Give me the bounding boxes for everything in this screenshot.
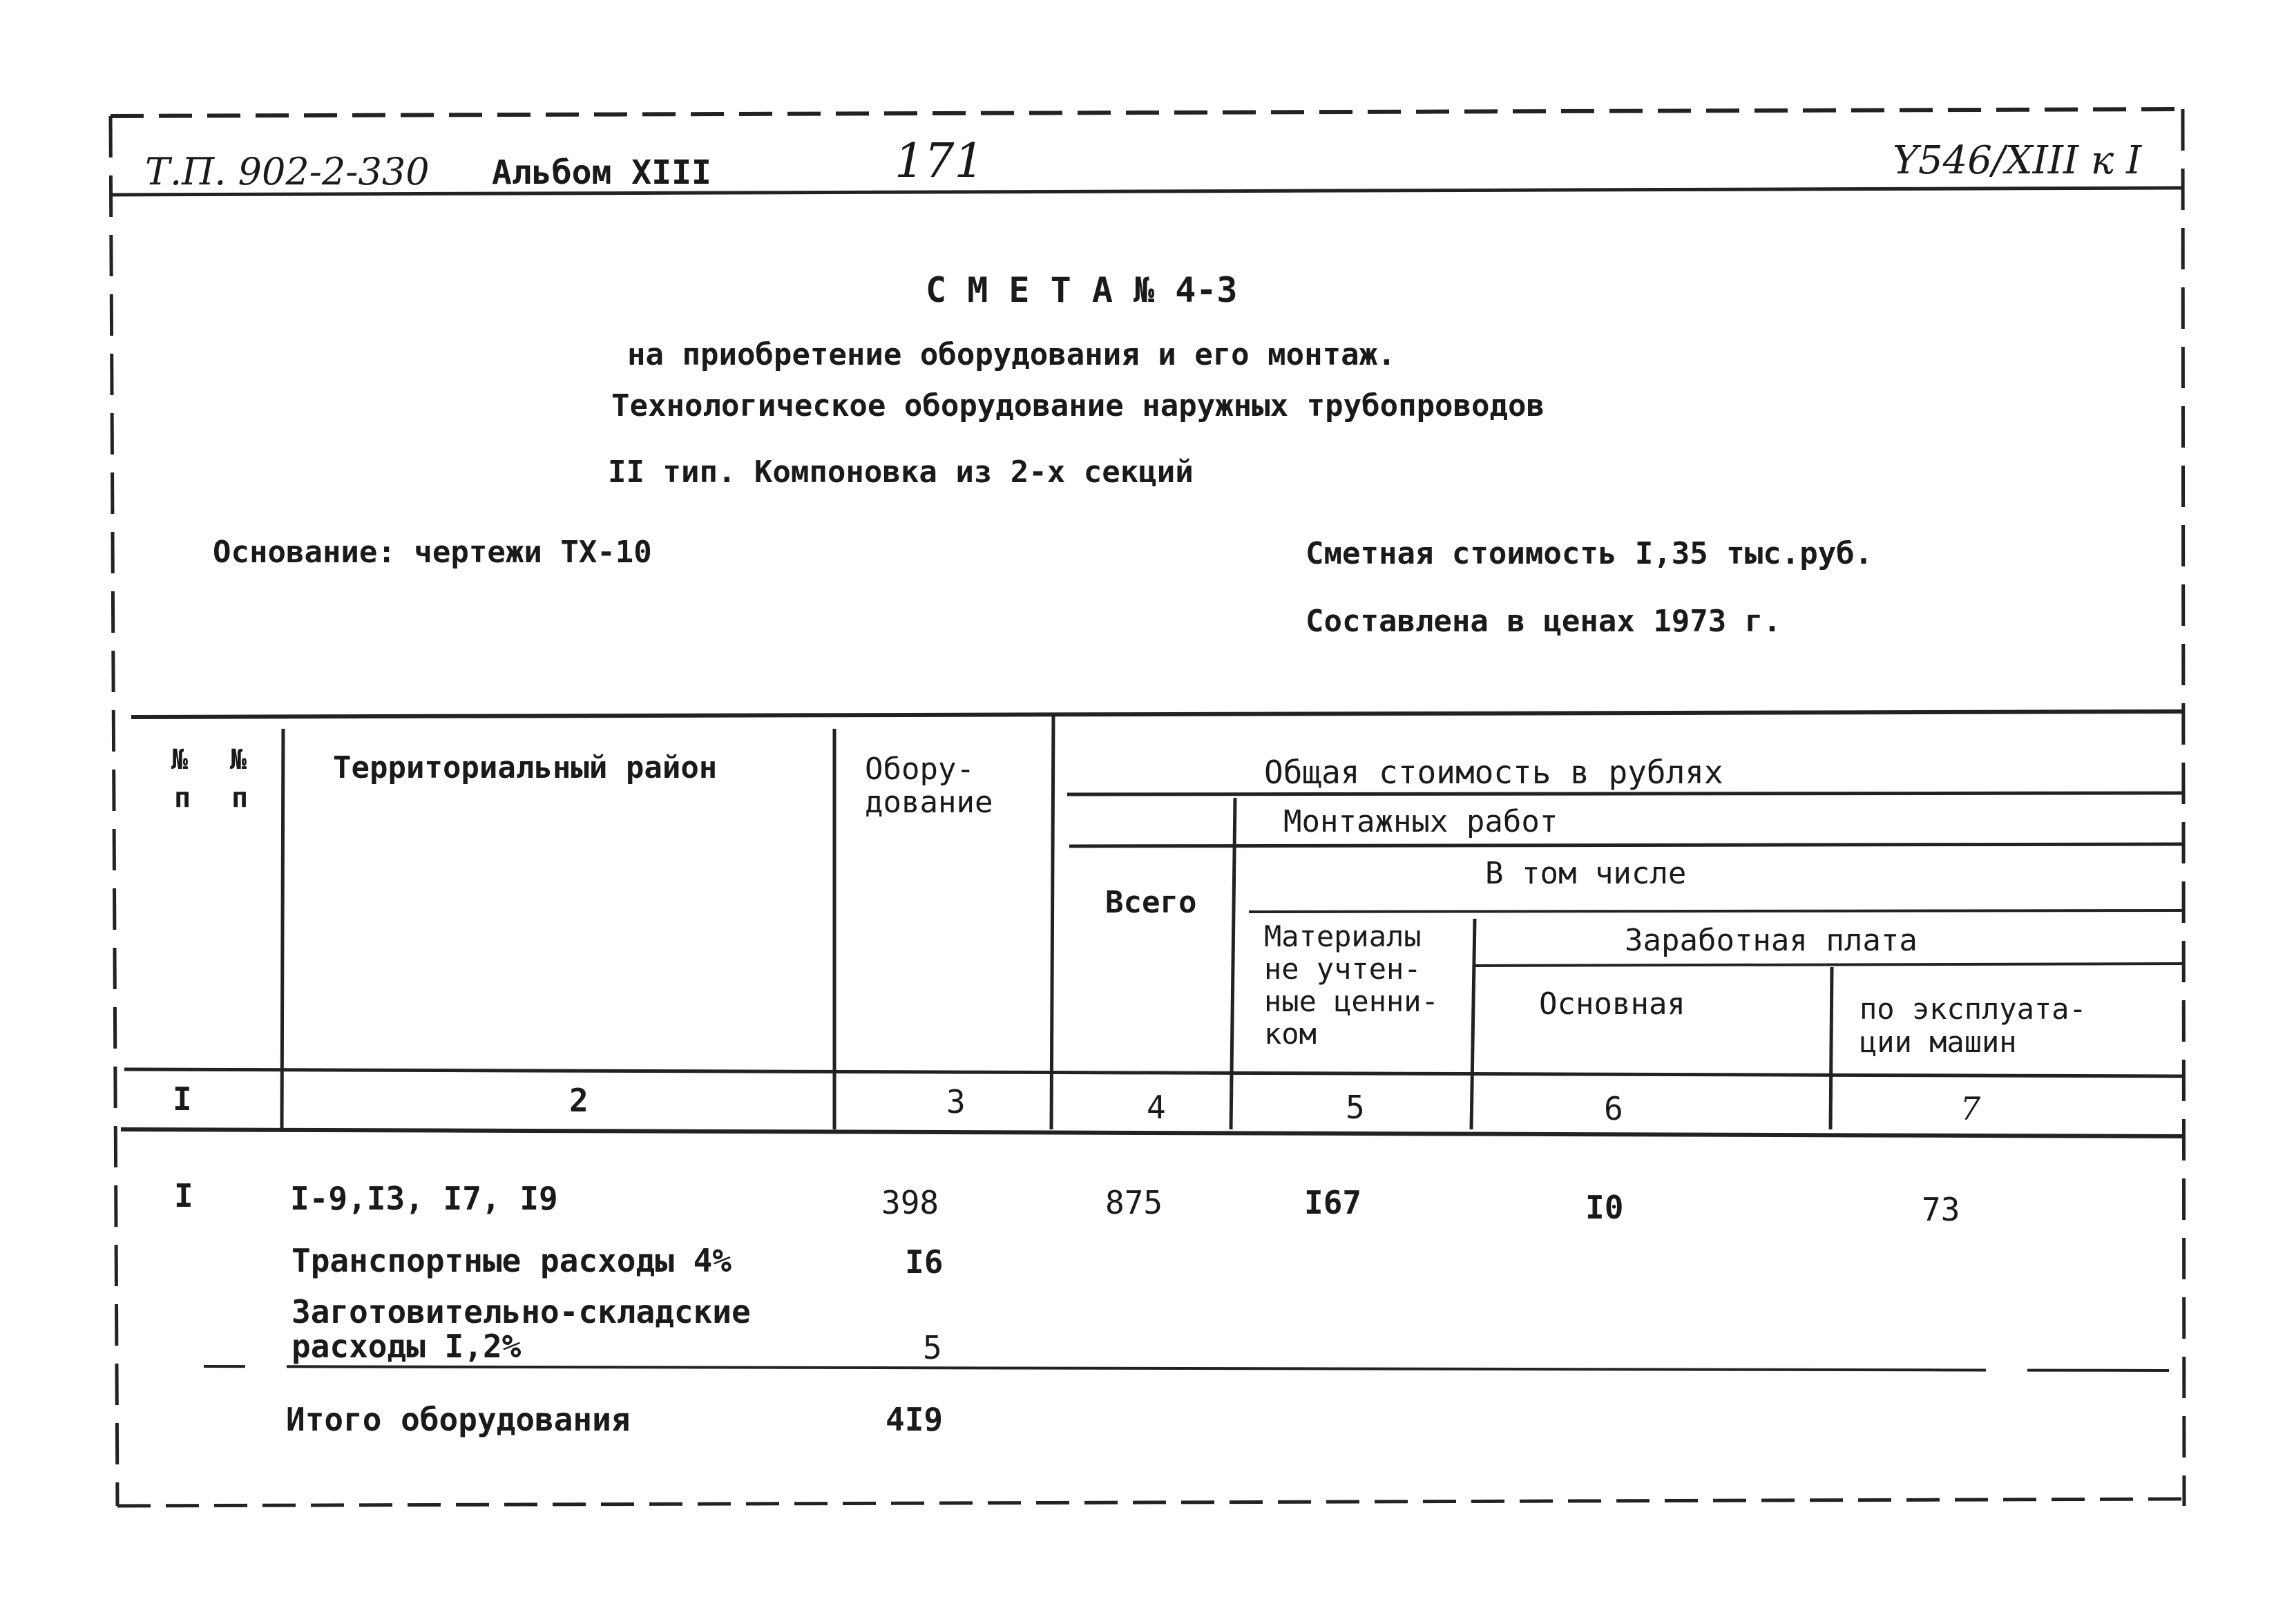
header-p-b: п	[231, 782, 249, 814]
header-region: Территориальный район	[333, 750, 718, 785]
header-machines-2: ции машин	[1859, 1025, 2017, 1059]
header-including: В том числе	[1485, 856, 1687, 891]
header-total: Всего	[1105, 885, 1197, 920]
header-materials-3: ные ценни-	[1264, 984, 1439, 1018]
header-total-cost: Общая стоимость в рублях	[1264, 754, 1723, 791]
basis-label: Основание: чертежи ТХ-10	[213, 535, 652, 570]
title-line-1: на приобретение оборудования и его монтаж.	[627, 337, 1396, 372]
row-region: I-9,I3, I7, I9	[290, 1180, 558, 1217]
col-num-7: 7	[1960, 1090, 1981, 1127]
title-line-3: II тип. Компоновка из 2-х секций	[608, 455, 1194, 490]
header-num-b: №	[230, 744, 247, 776]
price-basis: Составлена в ценах 1973 г.	[1306, 604, 1781, 639]
transport-value: I6	[905, 1243, 944, 1281]
row-machine-wage: 73	[1922, 1191, 1960, 1228]
header-materials-4: ком	[1264, 1017, 1317, 1051]
header-p-a: п	[174, 782, 191, 814]
col-num-2: 2	[569, 1082, 589, 1119]
col-num-4: 4	[1147, 1089, 1166, 1126]
header-basic-wage: Основная	[1539, 986, 1685, 1022]
row-materials: I67	[1304, 1184, 1362, 1221]
header-materials-2: не учтен-	[1264, 952, 1422, 986]
header-materials-1: Материалы	[1264, 919, 1422, 953]
row-total: 875	[1105, 1184, 1163, 1221]
col-num-3: 3	[946, 1083, 966, 1120]
row-equipment: 398	[881, 1184, 939, 1221]
storage-label-2: расходы I,2%	[291, 1328, 522, 1365]
archive-code: Y546/XIII к I	[1893, 138, 2142, 183]
header-equipment-2: дование	[865, 785, 993, 820]
col-num-1: I	[173, 1080, 192, 1118]
transport-label: Транспортные расходы 4%	[291, 1242, 732, 1279]
header-machines-1: по эксплуата-	[1859, 992, 2087, 1026]
header-installation: Монтажных работ	[1283, 804, 1558, 839]
project-code: Т.П. 902-2-330	[145, 150, 430, 193]
equipment-total-label: Итого оборудования	[286, 1401, 631, 1438]
col-num-5: 5	[1346, 1089, 1365, 1126]
col-num-6: 6	[1604, 1090, 1623, 1127]
document-heading: С М Е Т А № 4-3	[926, 270, 1238, 310]
title-line-2: Технологическое оборудование наружных трубопроводов	[611, 388, 1545, 423]
header-num-a: №	[171, 744, 189, 776]
row-num: I	[174, 1177, 193, 1214]
header-equipment-1: Обору-	[865, 752, 975, 787]
header-wages: Заработная плата	[1625, 923, 1918, 958]
storage-label-1: Заготовительно-складские	[291, 1293, 751, 1330]
row-basic-wage: I0	[1585, 1189, 1624, 1226]
estimate-cost: Сметная стоимость I,35 тыс.руб.	[1306, 536, 1873, 571]
page-number: 171	[895, 134, 984, 189]
equipment-total-value: 4I9	[886, 1401, 944, 1438]
album-label: Альбом XIII	[492, 153, 711, 192]
storage-value: 5	[923, 1329, 942, 1366]
